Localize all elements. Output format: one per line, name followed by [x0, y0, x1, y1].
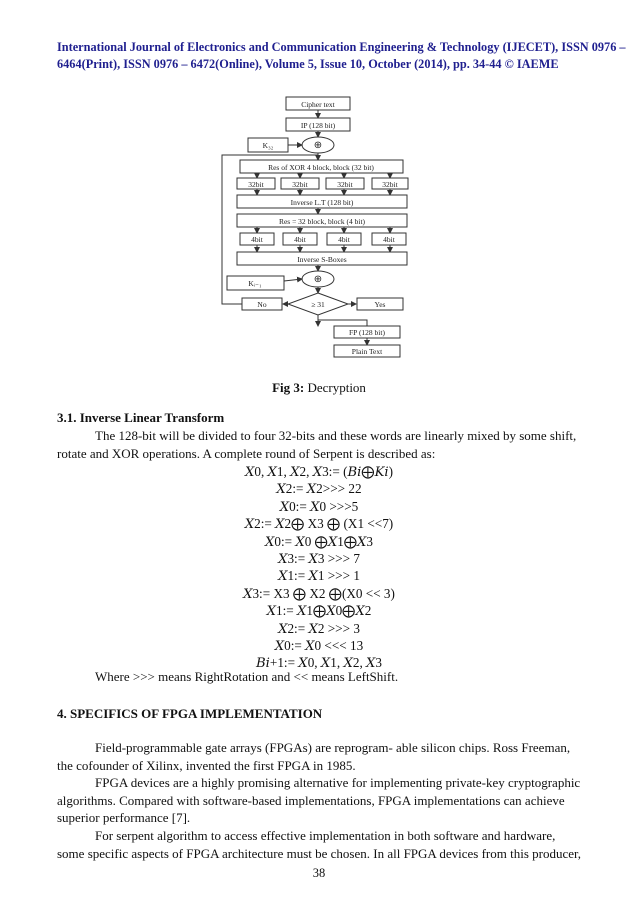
ip-label: IP (128 bit) — [300, 121, 336, 130]
key-top-label: K₃₂ — [262, 141, 274, 150]
block4-label-3: 4bit — [338, 235, 350, 244]
no-label: No — [257, 300, 267, 309]
page-number: 38 — [312, 866, 326, 880]
section-4-paragraph-1: Field-programmable gate arrays (FPGAs) are reprogram- able silicon chips. Ross Freeman, the cofounder of Xilinx, invented the first FPGA in 1985. — [57, 740, 571, 773]
section-3-1-line-1: The 128-bit will be divided to four 32-bits and these words are linearly mixed by some shift, — [95, 428, 577, 443]
journal-header-line-1: International Journal of Electronics and Communication Engineering & Technology (IJECET), ISSN 0976 – — [57, 40, 626, 54]
equation-line: 𝑋0:= 𝑋0 ⨁𝑋1⨁𝑋3 — [265, 533, 373, 549]
cipher-text-label: Cipher text — [301, 100, 335, 109]
operator-legend: Where >>> means RightRotation and << means LeftShift. — [95, 669, 399, 684]
equation-line: 𝑋2:= 𝑋2>>> 22 — [276, 481, 362, 497]
journal-header-line-2: 6464(Print), ISSN 0976 – 6472(Online), Volume 5, Issue 10, October (2014), pp. 34-44 © IAEME — [57, 57, 559, 71]
section-3-1-paragraph — [57, 427, 585, 462]
decryption-flowchart — [0, 0, 638, 370]
inverse-lt-label: Inverse L.T (128 bit) — [290, 198, 354, 207]
res-32-label: Res = 32 block, block (4 bit) — [278, 217, 366, 226]
equation-line: 𝑋3:= 𝑋3 >>> 7 — [278, 551, 360, 567]
inverse-sboxes-label: Inverse S-Boxes — [297, 255, 347, 264]
res-xor-label: Res of XOR 4 block, block (32 bit) — [268, 163, 374, 172]
xor-top-symbol: ⊕ — [313, 140, 323, 151]
block4-label-4: 4bit — [383, 235, 395, 244]
equation-line: 𝑋2:= 𝑋2 >>> 3 — [278, 620, 360, 636]
section-3-1-line-2: rotate and XOR operations. A complete round of Serpent is described as: — [57, 445, 436, 461]
equation-line: 𝑋2:= 𝑋2⨁ X3 ⨁ (X1 <<7) — [244, 516, 394, 532]
yes-label: Yes — [374, 300, 386, 309]
figure-caption-label: Fig 3: — [272, 380, 305, 395]
key-bottom-label: Kᵢ₋₁ — [248, 279, 262, 288]
fp-label: FP (128 bit) — [349, 328, 385, 337]
block32-label-1: 32bit — [248, 180, 264, 189]
block32-label-2: 32bit — [292, 180, 308, 189]
figure-caption-text: Decryption — [304, 380, 366, 395]
equation-line: 𝐵𝑖+1:= 𝑋0, 𝑋1, 𝑋2, 𝑋3 — [255, 655, 383, 671]
equation-block — [0, 463, 638, 672]
equation-line: 𝑋3:= X3 ⨁ X2 ⨁(X0 << 3) — [243, 585, 395, 601]
equation-line: 𝑋1:= 𝑋1 >>> 1 — [278, 568, 360, 584]
block4-label-1: 4bit — [251, 235, 263, 244]
section-3-1-heading: 3.1. Inverse Linear Transform — [57, 410, 225, 425]
decision-label: ≥ 31 — [311, 300, 325, 309]
equation-line: 𝑋1:= 𝑋1⨁𝑋0⨁𝑋2 — [266, 603, 372, 619]
section-4-paragraph-2: FPGA devices are a highly promising alternative for implementing private-key cryptographic algorithms. Compared with software-based implementations, FPGA implementations can achieve superior performance [7]. — [57, 775, 581, 825]
block4-label-2: 4bit — [294, 235, 306, 244]
equation-line: 𝑋0:= 𝑋0 >>>5 — [279, 498, 359, 514]
plain-text-label: Plain Text — [351, 347, 383, 356]
section-4-paragraph-3: For serpent algorithm to access effective implementation in both software and hardware, some specific aspects of FPGA architecture must be chosen. In all FPGA devices from this producer, — [57, 828, 582, 861]
section-4-heading: 4. SPECIFICS OF FPGA IMPLEMENTATION — [57, 706, 323, 721]
figure-caption — [0, 380, 638, 396]
equation-line: 𝑋0, 𝑋1, 𝑋2, 𝑋3:= (𝐵𝑖⨁𝐾𝑖) — [244, 464, 394, 479]
xor-bottom-symbol: ⊕ — [313, 274, 323, 285]
block32-label-3: 32bit — [337, 180, 353, 189]
block32-label-4: 32bit — [382, 180, 398, 189]
equation-line: 𝑋0:= 𝑋0 <<< 13 — [274, 638, 364, 654]
